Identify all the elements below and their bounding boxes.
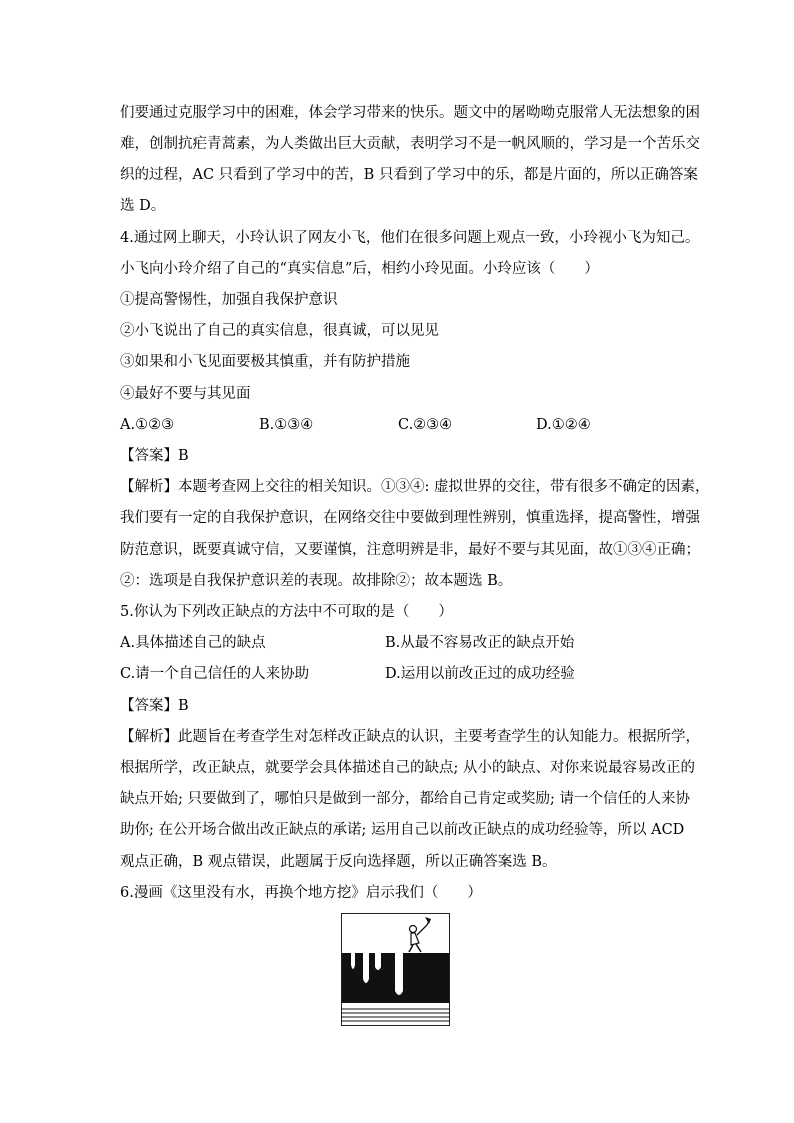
answer-label: 【答案】B xyxy=(120,698,189,714)
q5-option-a: A.具体描述自己的缺点 xyxy=(120,635,266,651)
statement-1: ①提高警惕性，加强自我保护意识 xyxy=(120,292,338,308)
analysis-line: 防范意识，既要真诚守信，又要谨慎，注意明辨是非，最好不要与其见面，故①③④正确； xyxy=(120,542,700,558)
text-line: 难，创制抗疟青蒿素，为人类做出巨大贡献，表明学习不是一帆风顺的，学习是一个苦乐交 xyxy=(120,136,700,152)
analysis-line: 观点正确，B 观点错误，此题属于反向选择题，所以正确答案选 B。 xyxy=(120,854,557,870)
question-4-stem: 小飞向小玲介绍了自己的“真实信息”后，相约小玲见面。小玲应该（ ） xyxy=(120,261,599,277)
q4-option-c: C.②③④ xyxy=(398,417,453,433)
q4-option-a: A.①②③ xyxy=(120,417,175,433)
question-4-stem: 4.通过网上聊天，小玲认识了网友小飞，他们在很多问题上观点一致，小玲视小飞为知己。 xyxy=(120,230,700,246)
q5-option-b: B.从最不容易改正的缺点开始 xyxy=(385,635,575,651)
digging-cartoon-image xyxy=(341,913,450,1026)
text-line: 们要通过克服学习中的困难，体会学习带来的快乐。题文中的屠呦呦克服常人无法想象的困 xyxy=(120,105,700,121)
q5-option-c: C.请一个自己信任的人来协助 xyxy=(120,666,310,682)
analysis-line: 缺点开始; 只要做到了，哪怕只是做到一部分，都给自己肯定或奖励; 请一个信任的人来协 xyxy=(120,791,690,807)
q4-option-b: B.①③④ xyxy=(259,417,314,433)
answer-label: 【答案】B xyxy=(120,448,189,464)
text-line: 织的过程，AC 只看到了学习中的苦，B 只看到了学习中的乐，都是片面的，所以正确答案 xyxy=(120,167,698,183)
analysis-line: 我们要有一定的自我保护意识，在网络交往中要做到理性辨别，慎重选择，提高警性，增强 xyxy=(120,510,700,526)
analysis-line: 【解析】本题考查网上交往的相关知识。①③④: 虚拟世界的交往，带有很多不确定的因素， xyxy=(120,479,710,495)
analysis-line: ②：选项是自我保护意识差的表现。故排除②；故本题选 B。 xyxy=(120,573,513,589)
statement-2: ②小飞说出了自己的真实信息，很真诚，可以见见 xyxy=(120,323,439,339)
analysis-line: 【解析】此题旨在考查学生对怎样改正缺点的认识，主要考查学生的认知能力。根据所学， xyxy=(120,729,700,745)
q5-option-d: D.运用以前改正过的成功经验 xyxy=(385,666,575,682)
question-5-stem: 5.你认为下列改正缺点的方法中不可取的是（ ） xyxy=(120,604,453,620)
text-line: 选 D。 xyxy=(120,198,166,214)
analysis-line: 根据所学，改正缺点，就要学会具体描述自己的缺点; 从小的缺点、对你来说最容易改正的 xyxy=(120,760,695,776)
question-6-stem: 6.漫画《这里没有水，再换个地方挖》启示我们（ ） xyxy=(120,885,482,901)
analysis-line: 助你; 在公开场合做出改正缺点的承诺; 运用自己以前改正缺点的成功经验等，所以 ACD xyxy=(120,822,685,838)
statement-3: ③如果和小飞见面要极其慎重，并有防护措施 xyxy=(120,354,410,370)
statement-4: ④最好不要与其见面 xyxy=(120,386,251,402)
q4-option-d: D.①②④ xyxy=(536,417,591,433)
